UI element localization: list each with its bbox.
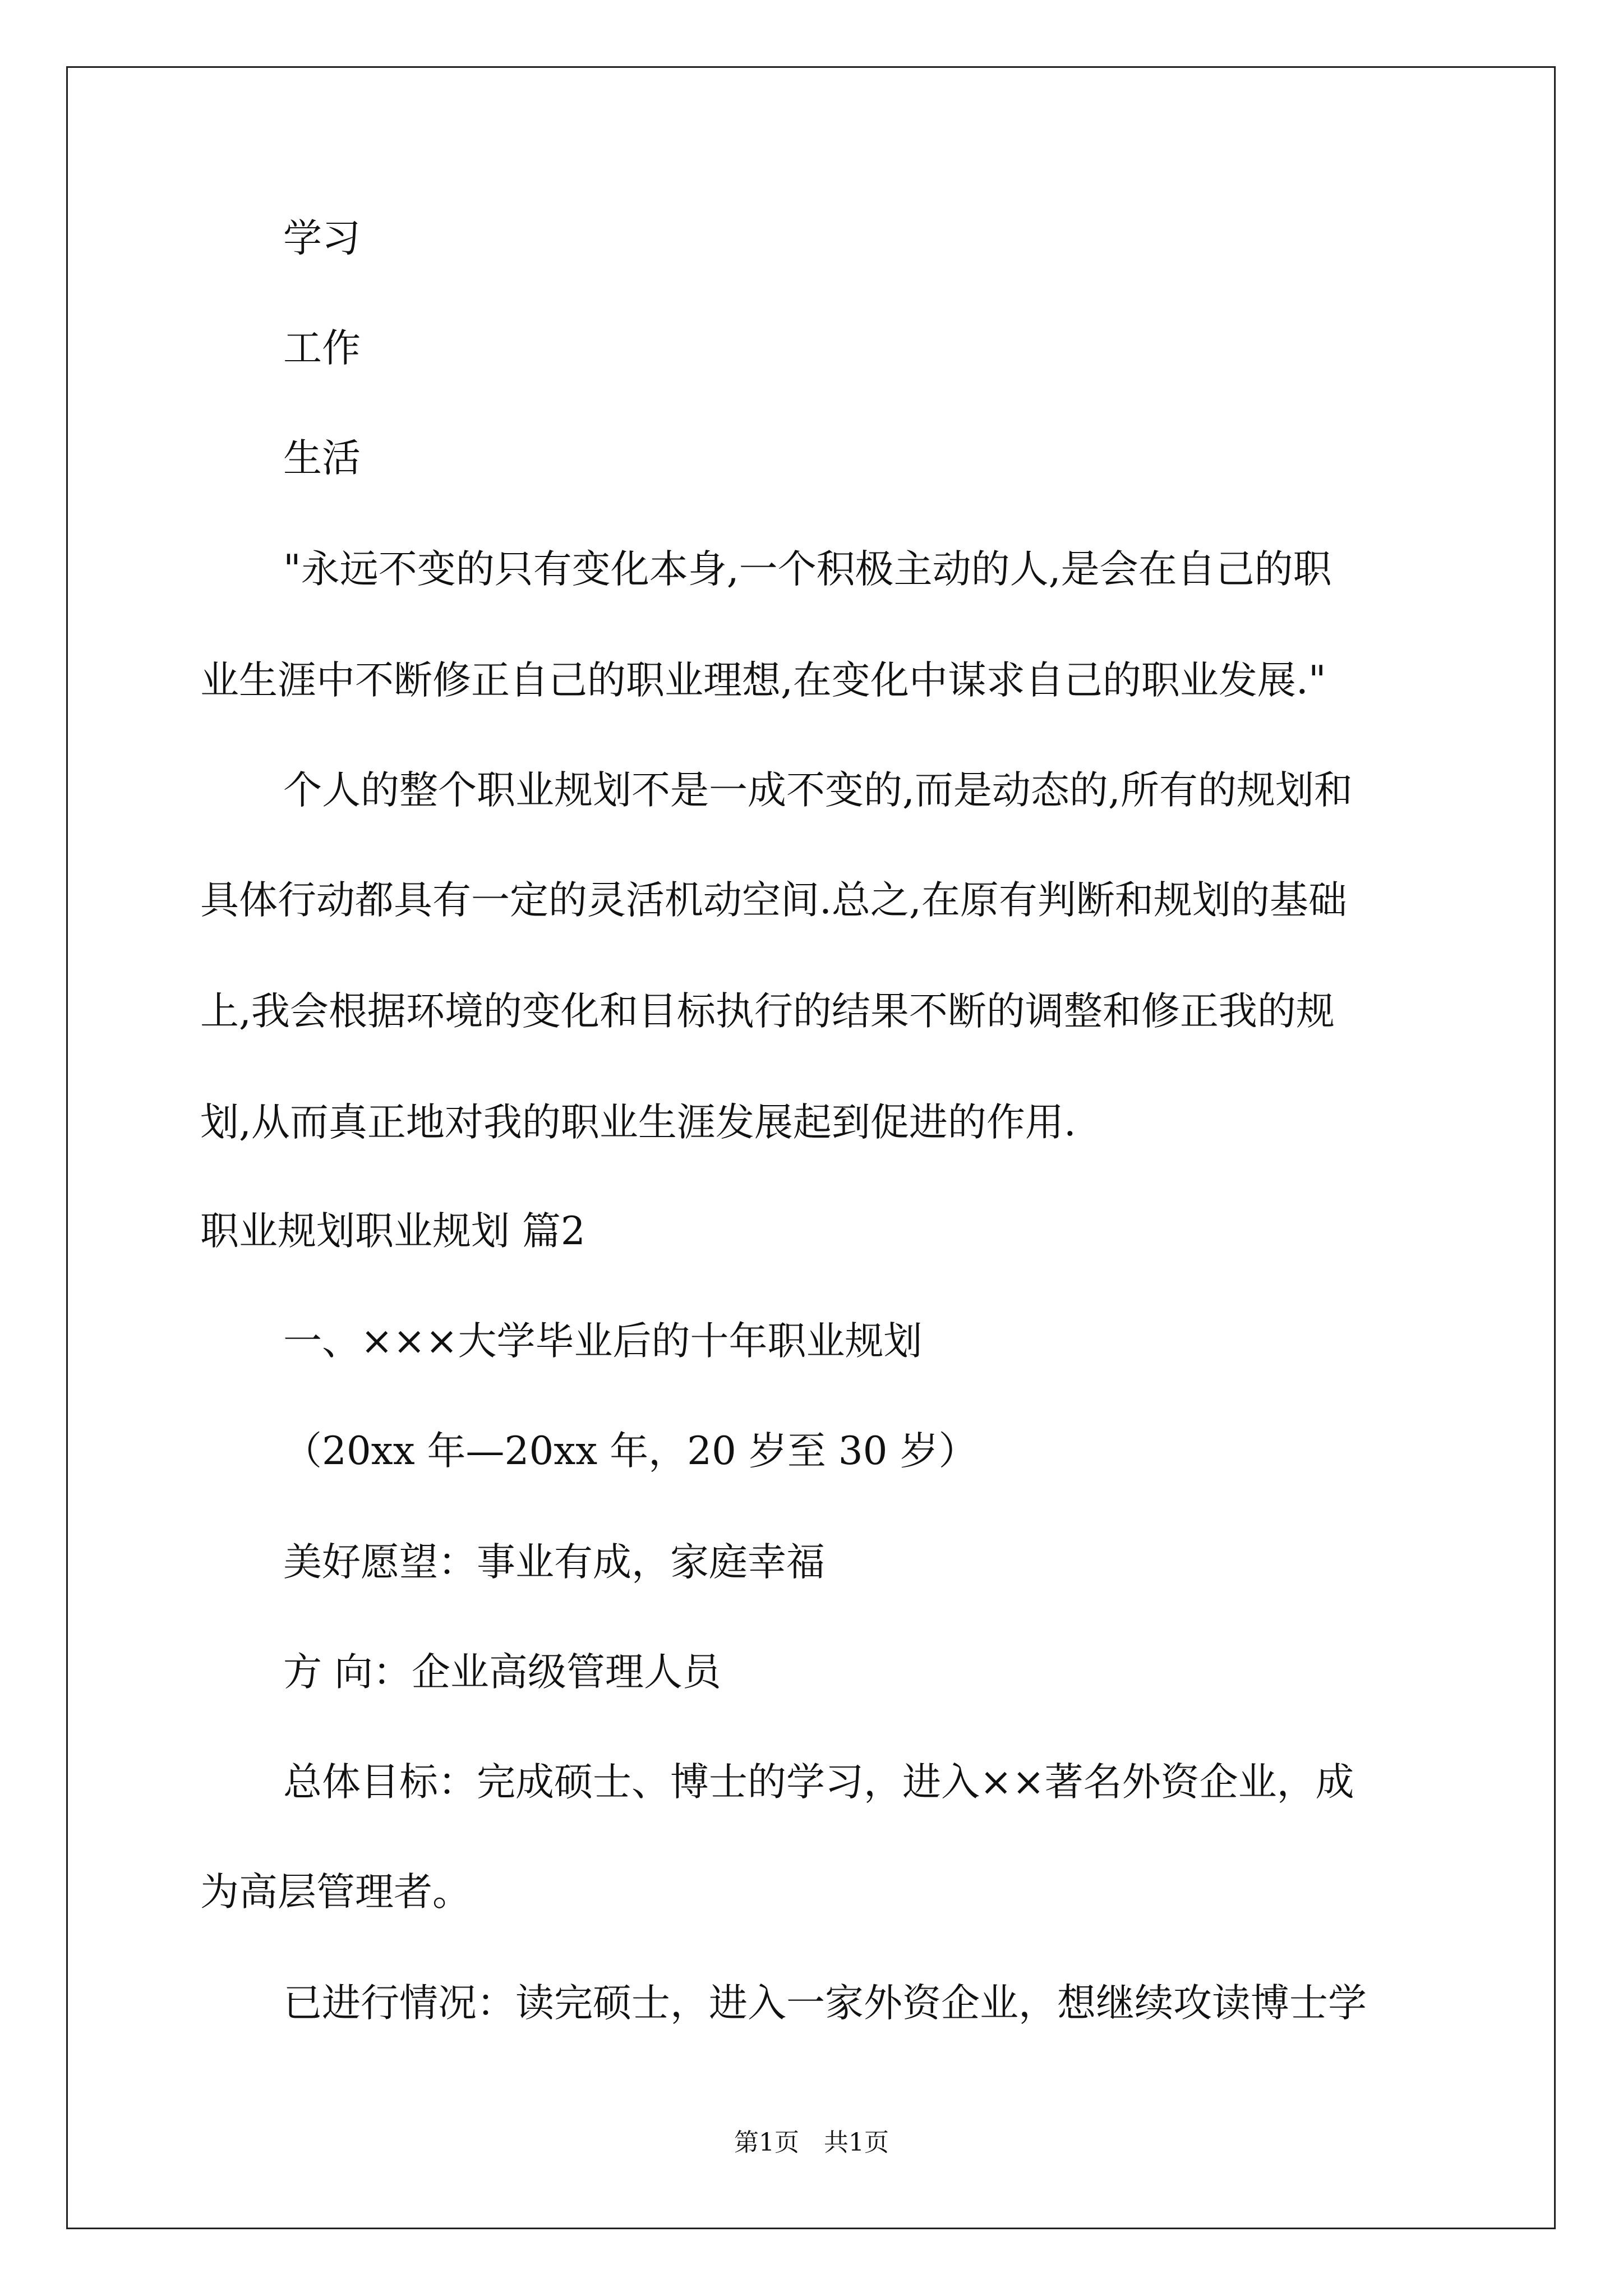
text-line: 具体行动都具有一定的灵活机动空间.总之,在原有判断和规划的基础 (200, 878, 1347, 923)
text-line: 上,我会根据环境的变化和目标执行的结果不断的调整和修正我的规 (200, 989, 1335, 1034)
text-line: "永远不变的只有变化本身,一个积极主动的人,是会在自己的职 (283, 547, 1332, 592)
text-line: 划,从而真正地对我的职业生涯发展起到促进的作用. (200, 1100, 1076, 1145)
text-line: 个人的整个职业规划不是一成不变的,而是动态的,所有的规划和 (283, 768, 1353, 813)
page-footer: 第1页 共1页 (734, 2128, 889, 2157)
text-line: 美好愿望：事业有成，家庭幸福 (283, 1540, 825, 1585)
text-line: 工作 (283, 326, 361, 371)
text-line: 方 向：企业高级管理人员 (283, 1650, 721, 1695)
text-line: 一、×××大学毕业后的十年职业规划 (283, 1319, 923, 1364)
text-line: 生活 (283, 436, 361, 481)
text-line: 学习 (283, 216, 361, 261)
text-line: 业生涯中不断修正自己的职业理想,在变化中谋求自己的职业发展." (200, 658, 1326, 703)
text-line: （20xx 年—20xx 年，20 岁至 30 岁） (283, 1429, 978, 1474)
section-heading: 职业规划职业规划 篇2 (200, 1209, 585, 1254)
text-line: 总体目标：完成硕士、博士的学习，进入××著名外资企业，成 (283, 1760, 1354, 1805)
text-line: 为高层管理者。 (200, 1870, 471, 1915)
text-line: 已进行情况：读完硕士，进入一家外资企业，想继续攻读博士学 (283, 1981, 1367, 2026)
